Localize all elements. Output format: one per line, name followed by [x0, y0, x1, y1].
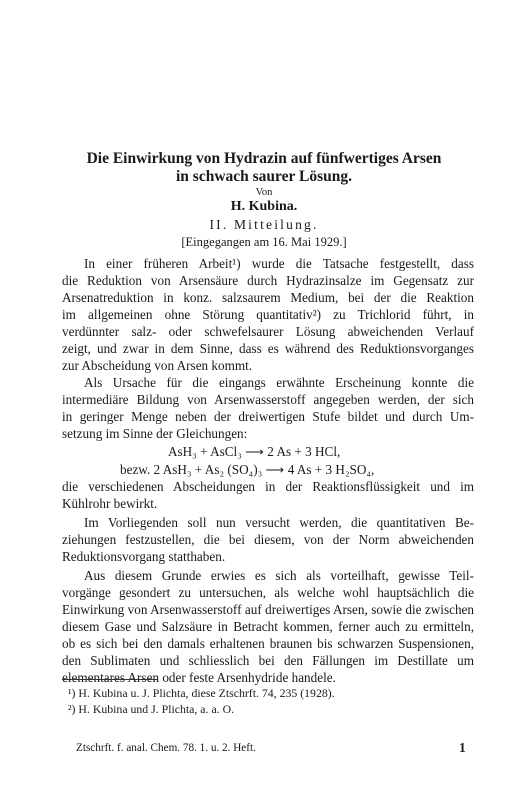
para2-line: intermediäre Bildung von Arsenwasserstoff angegeben werden, der sich: [62, 392, 474, 407]
para1-line: zeigt, und zwar in dem Sinne, dass es während des Reduktionsvorganges: [62, 341, 474, 356]
para2-cont-line: Kühlrohr bewirkt.: [62, 496, 158, 511]
para3-line: Im Vorliegenden soll nun versucht werden, die quantitativen Be-: [84, 515, 474, 530]
para4-line: Aus diesem Grunde erwies es sich als vorteilhaft, gewisse Teil-: [84, 568, 474, 583]
para1-line: In einer früheren Arbeit¹) wurde die Tatsache festgestellt, dass: [84, 256, 474, 271]
equation-1: AsH₃ + AsCl₃ ⟶ 2 As + 3 HCl,: [168, 444, 341, 459]
para4-line: ob es sich bei den damals erhaltenen braunen bis schwarzen Suspensionen,: [62, 636, 474, 651]
para4-line: vorgänge gesondert zu untersuchen, als welche wohl hauptsächlich die: [62, 585, 474, 600]
received-date: [Eingegangen am 16. Mai 1929.]: [181, 235, 347, 249]
para3-line: ziehungen festzustellen, die bei diesem, von der Norm abweichenden: [62, 532, 474, 547]
para4-line: den Sublimaten und schliesslich bei den Fällungen im Destillate um: [62, 653, 474, 668]
para1-line: verdünnter salz- oder schwefelsaurer Lösung abweichenden Verlauf: [62, 324, 474, 339]
para2-line: Als Ursache für die eingangs erwähnte Erscheinung konnte die: [84, 375, 474, 390]
footnote-2: ²) H. Kubina und J. Plichta, a. a. O.: [68, 702, 235, 716]
title-line-2: in schwach saurer Lösung.: [176, 168, 352, 185]
para3-line: Reduktionsvorgang statthaben.: [62, 549, 226, 564]
byline-von: Von: [255, 187, 273, 198]
para1-line: im allgemeinen ohne Störung quantitativ²) zu Trichlorid führt, in: [62, 307, 474, 322]
para2-line: in geringer Menge neben der dreiwertigen Stufe bildet und durch Um-: [62, 409, 474, 424]
part-heading: II. Mitteilung.: [209, 217, 319, 232]
para1-line: Arsenatreduktion in konz. salzsaurem Medium, bei der die Reaktion: [62, 290, 474, 305]
journal-footer: Ztschrft. f. anal. Chem. 78. 1. u. 2. Heft.: [76, 742, 256, 754]
footnote-1: ¹) H. Kubina u. J. Plichta, diese Ztschrft. 74, 235 (1928).: [68, 686, 335, 700]
footnote-rule: [62, 679, 157, 680]
equation-2: bezw. 2 AsH₃ + As₂ (SO₄)₃ ⟶ 4 As + 3 H₂SO₄,: [120, 462, 375, 477]
para2-line: setzung im Sinne der Gleichungen:: [62, 426, 248, 441]
para1-line: die Reduktion von Arsensäure durch Hydrazinsalze im Gegensatz zur: [62, 273, 474, 288]
page-number: 1: [459, 740, 466, 755]
author: H. Kubina.: [230, 199, 298, 214]
title-line-1: Die Einwirkung von Hydrazin auf fünfwertiges Arsen: [86, 150, 442, 167]
para4-line: elementares Arsen oder feste Arsenhydride handele.: [62, 670, 336, 685]
para4-line: diesem Gase und Salzsäure in Betracht kommen, ferner auch zu ermitteln,: [62, 619, 474, 634]
para4-line: Einwirkung von Arsenwasserstoff auf dreiwertiges Arsen, sowie die zwischen: [62, 602, 474, 617]
para1-line: zur Abscheidung von Arsen kommt.: [62, 358, 253, 373]
para2-cont-line: die verschiedenen Abscheidungen in der Reaktionsflüssigkeit und im: [62, 479, 474, 494]
